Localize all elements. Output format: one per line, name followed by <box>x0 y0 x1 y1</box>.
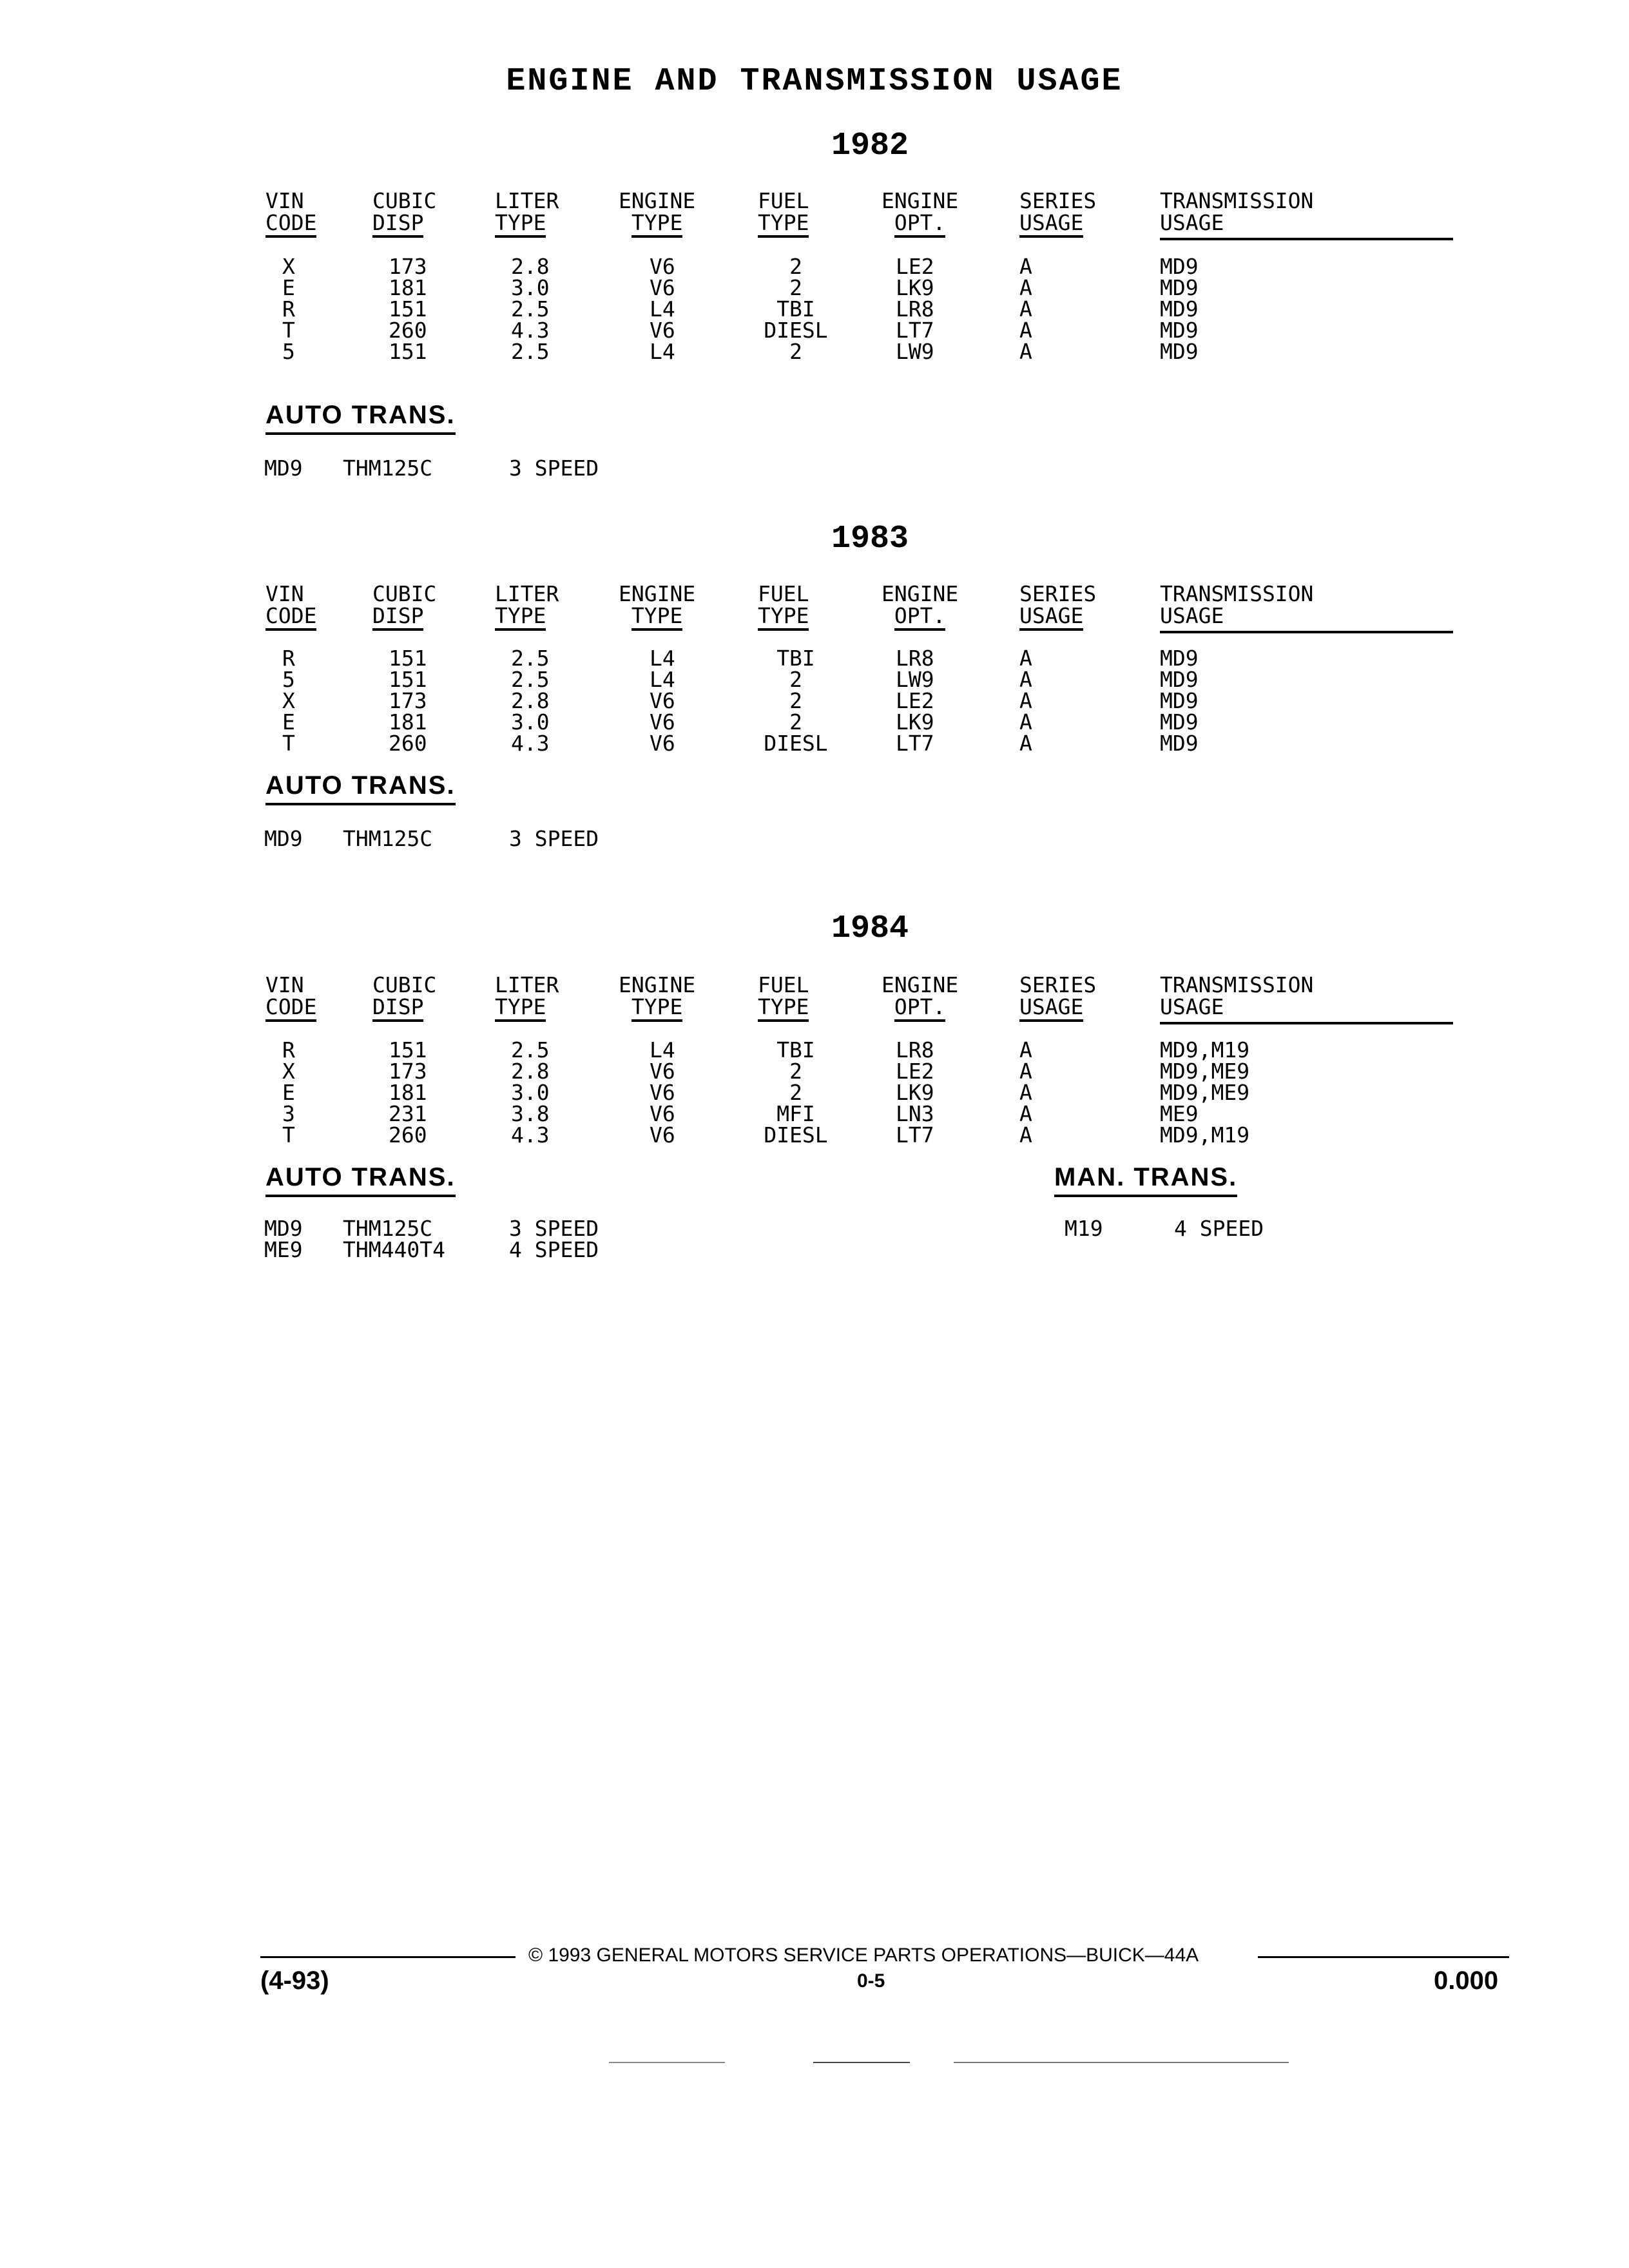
transmission-header-rule <box>1160 238 1453 240</box>
scan-mark <box>954 2062 1289 2063</box>
auto-trans-item: MD9 THM125C 3 SPEED <box>264 456 599 481</box>
man-trans-title-1984: MAN. TRANS. <box>1054 1163 1237 1197</box>
year-heading-1984: 1984 <box>831 910 909 947</box>
year-heading-1983: 1983 <box>831 521 909 557</box>
col-fuel-type: FUEL TYPE <box>758 583 809 631</box>
col-cubic-disp: CUBIC DISP <box>372 583 436 631</box>
auto-trans-item: ME9 THM440T4 4 SPEED <box>264 1237 599 1262</box>
auto-trans-title-1983: AUTO TRANS. <box>265 771 456 805</box>
col-engine-type: ENGINE TYPE <box>619 583 695 631</box>
footer-section-number: 0.000 <box>1434 1966 1499 1995</box>
col-vin-code: VIN CODE <box>265 190 316 238</box>
col-engine-opt: ENGINE OPT. <box>882 583 958 631</box>
auto-trans-title-1984: AUTO TRANS. <box>265 1163 456 1197</box>
col-vin-code: VIN CODE <box>265 583 316 631</box>
col-transmission-usage: TRANSMISSION USAGE <box>1160 581 1314 628</box>
scan-mark <box>813 2062 910 2063</box>
col-liter-type: LITER TYPE <box>495 583 559 631</box>
man-trans-item: M19 4 SPEED <box>1065 1216 1264 1241</box>
footer-rule-left <box>260 1956 516 1958</box>
auto-trans-item: MD9 THM125C 3 SPEED <box>264 826 599 851</box>
footer-date-code: (4-93) <box>260 1966 329 1995</box>
scan-mark <box>609 2062 725 2063</box>
col-engine-opt: ENGINE OPT. <box>882 974 958 1022</box>
col-series-usage: SERIES USAGE <box>1019 190 1096 238</box>
col-transmission-usage: TRANSMISSION USAGE <box>1160 188 1314 235</box>
col-transmission-usage: TRANSMISSION USAGE <box>1160 972 1314 1019</box>
col-engine-type: ENGINE TYPE <box>619 190 695 238</box>
col-engine-opt: ENGINE OPT. <box>882 190 958 238</box>
col-series-usage: SERIES USAGE <box>1019 974 1096 1022</box>
col-fuel-type: FUEL TYPE <box>758 974 809 1022</box>
auto-trans-title-1982: AUTO TRANS. <box>265 401 456 435</box>
page-title: ENGINE AND TRANSMISSION USAGE <box>506 63 1123 100</box>
footer-copyright: © 1993 GENERAL MOTORS SERVICE PARTS OPERATIONS—BUICK—44A <box>528 1945 1199 1966</box>
col-cubic-disp: CUBIC DISP <box>372 190 436 238</box>
col-liter-type: LITER TYPE <box>495 190 559 238</box>
col-fuel-type: FUEL TYPE <box>758 190 809 238</box>
footer-page-number: 0-5 <box>857 1970 885 1992</box>
col-engine-type: ENGINE TYPE <box>619 974 695 1022</box>
footer-rule-right <box>1258 1956 1509 1958</box>
auto-trans-item: MD9 THM125C 3 SPEED <box>264 1216 599 1241</box>
transmission-header-rule <box>1160 1022 1453 1024</box>
year-heading-1982: 1982 <box>831 128 909 164</box>
col-liter-type: LITER TYPE <box>495 974 559 1022</box>
transmission-header-rule <box>1160 631 1453 633</box>
col-series-usage: SERIES USAGE <box>1019 583 1096 631</box>
col-cubic-disp: CUBIC DISP <box>372 974 436 1022</box>
col-vin-code: VIN CODE <box>265 974 316 1022</box>
